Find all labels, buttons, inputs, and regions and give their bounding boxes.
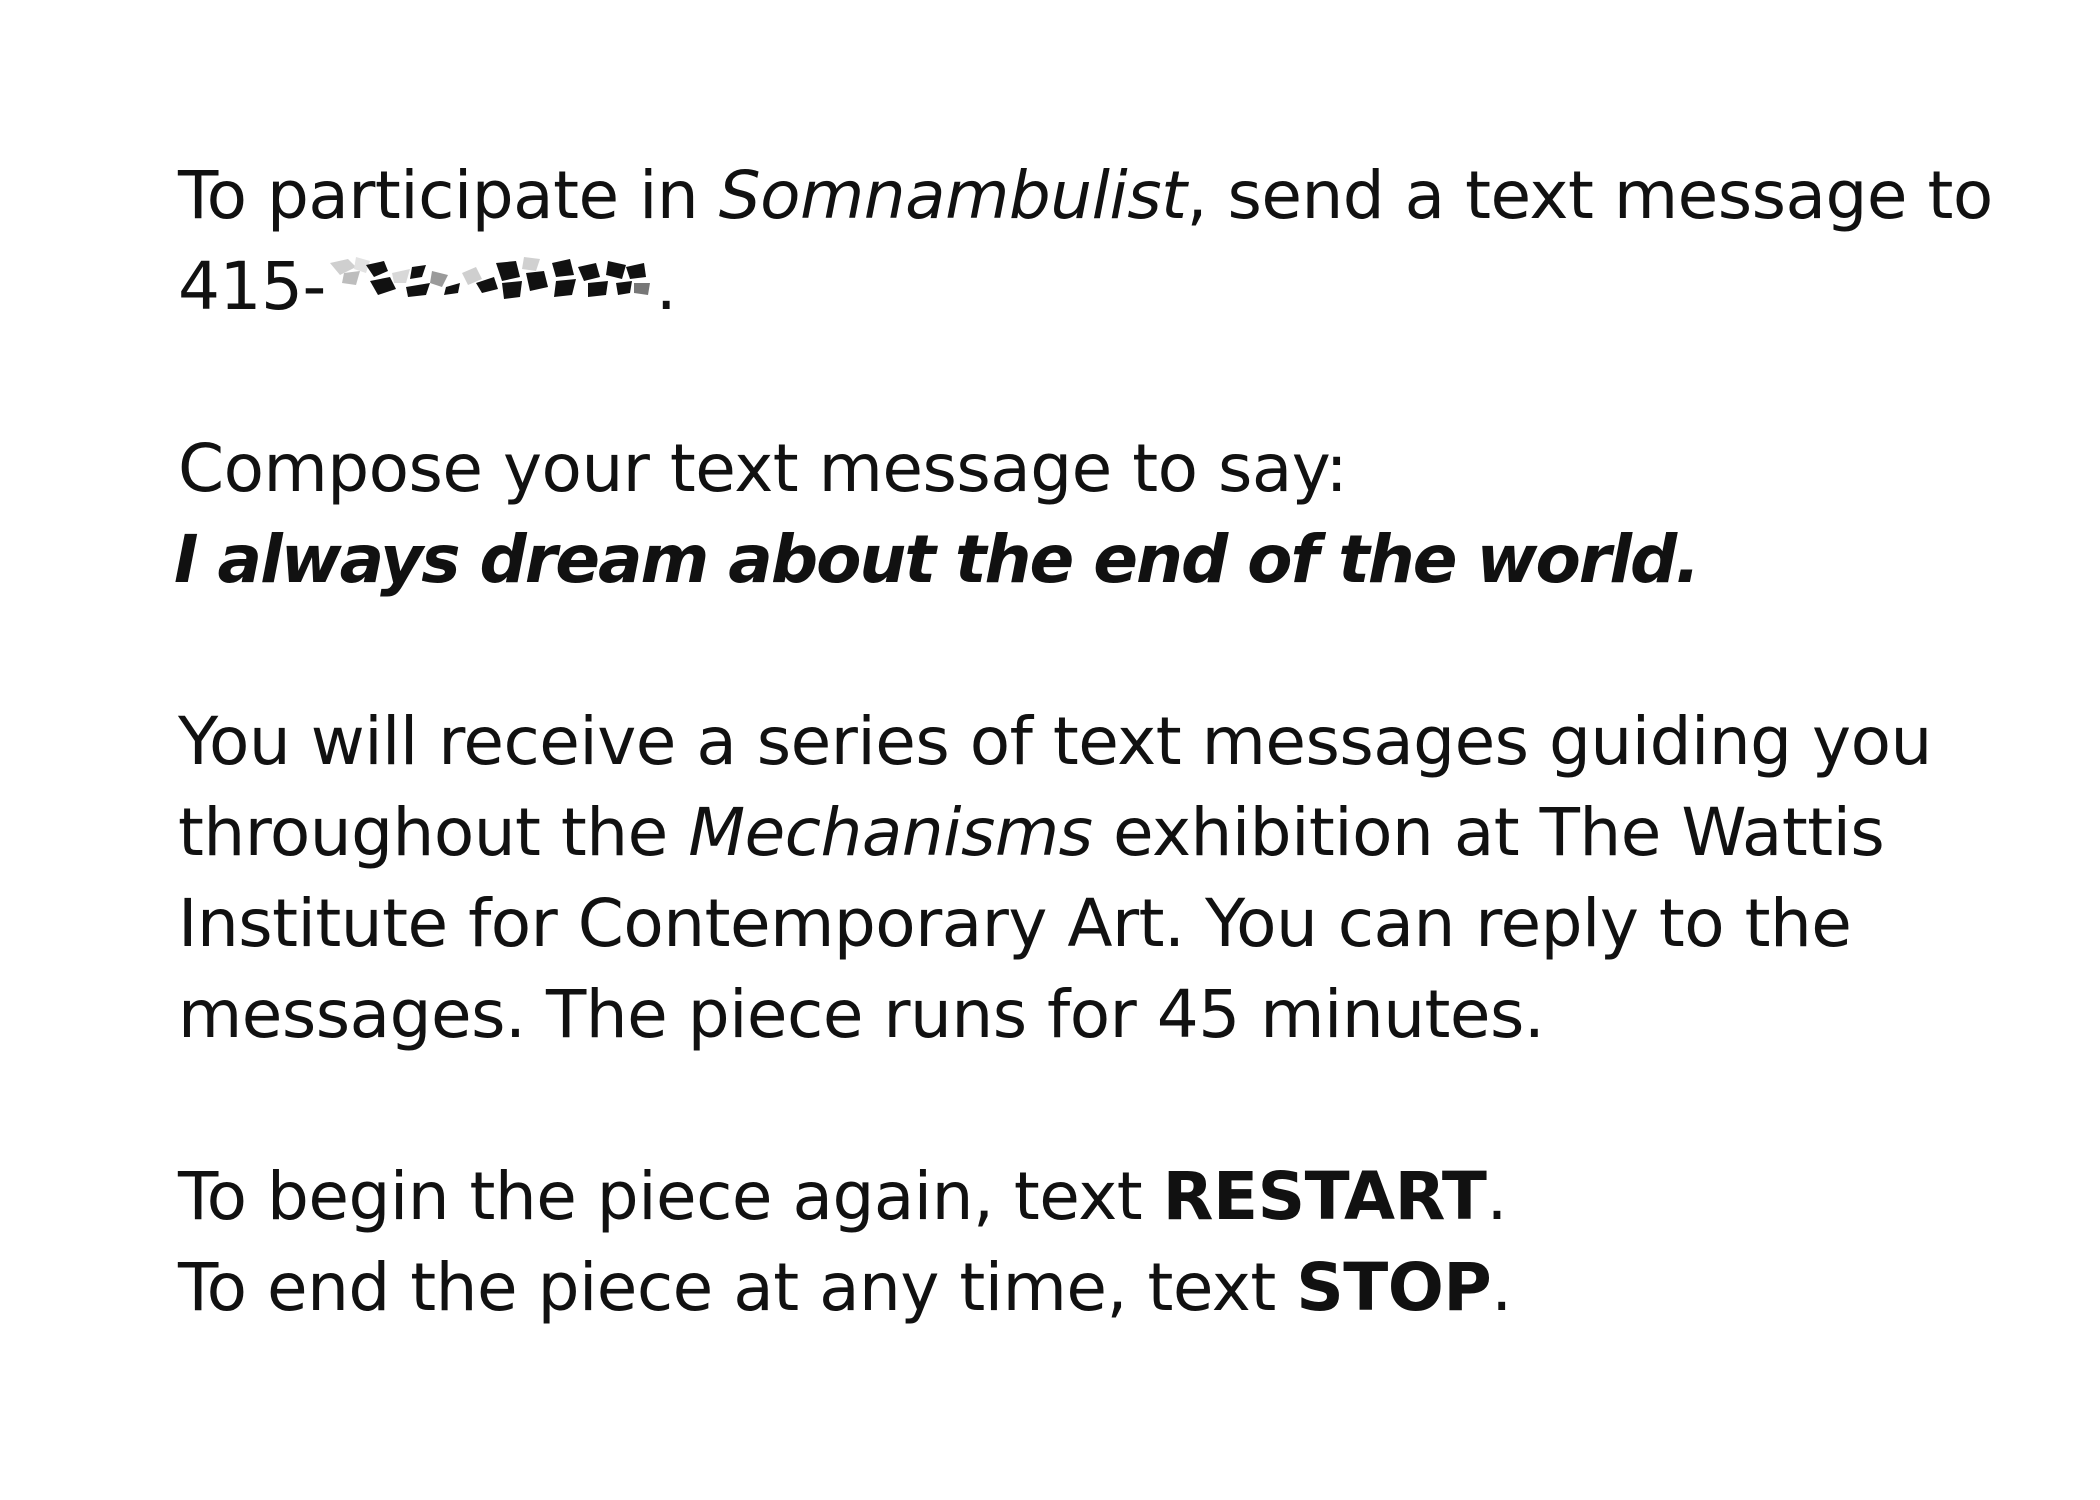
- description-text: throughout the: [178, 794, 689, 871]
- intro-text-after: , send a text message to: [1186, 157, 1993, 234]
- compose-message: I always dream about the end of the world.: [174, 521, 1699, 598]
- restart-period: .: [1486, 1158, 1507, 1235]
- intro-line-1: [178, 150, 2038, 241]
- phone-period: .: [655, 248, 677, 325]
- compose-label: Compose your text message to say:: [178, 430, 1348, 507]
- commands-paragraph: [178, 1151, 2038, 1333]
- piece-title: Somnambulist: [718, 157, 1187, 234]
- description-line-4: messages. The piece runs for 45 minutes.: [178, 976, 1545, 1053]
- restart-instruction: [178, 1151, 2038, 1242]
- stop-keyword: STOP: [1296, 1249, 1492, 1326]
- description-line-2: [178, 787, 2038, 878]
- description-line-1: You will receive a series of text messages guiding you: [178, 703, 1932, 780]
- description-text-after: exhibition at The Wattis: [1092, 794, 1885, 871]
- stop-period: .: [1491, 1249, 1512, 1326]
- description-paragraph: [178, 696, 2038, 1060]
- phone-prefix: 415-: [178, 248, 326, 325]
- restart-keyword: RESTART: [1162, 1158, 1487, 1235]
- description-line-3: Institute for Contemporary Art. You can reply to the: [178, 885, 1852, 962]
- stop-instruction: [178, 1242, 2038, 1333]
- stop-text: To end the piece at any time, text: [178, 1249, 1297, 1326]
- phone-line: [178, 241, 2038, 332]
- exhibition-title: Mechanisms: [688, 794, 1093, 871]
- restart-text: To begin the piece again, text: [178, 1158, 1163, 1235]
- intro-paragraph: [178, 150, 2038, 332]
- intro-text: To participate in: [178, 157, 719, 234]
- document-body: [174, 150, 2038, 1333]
- redacted-phone-number: [326, 253, 656, 315]
- compose-paragraph: [174, 423, 2038, 605]
